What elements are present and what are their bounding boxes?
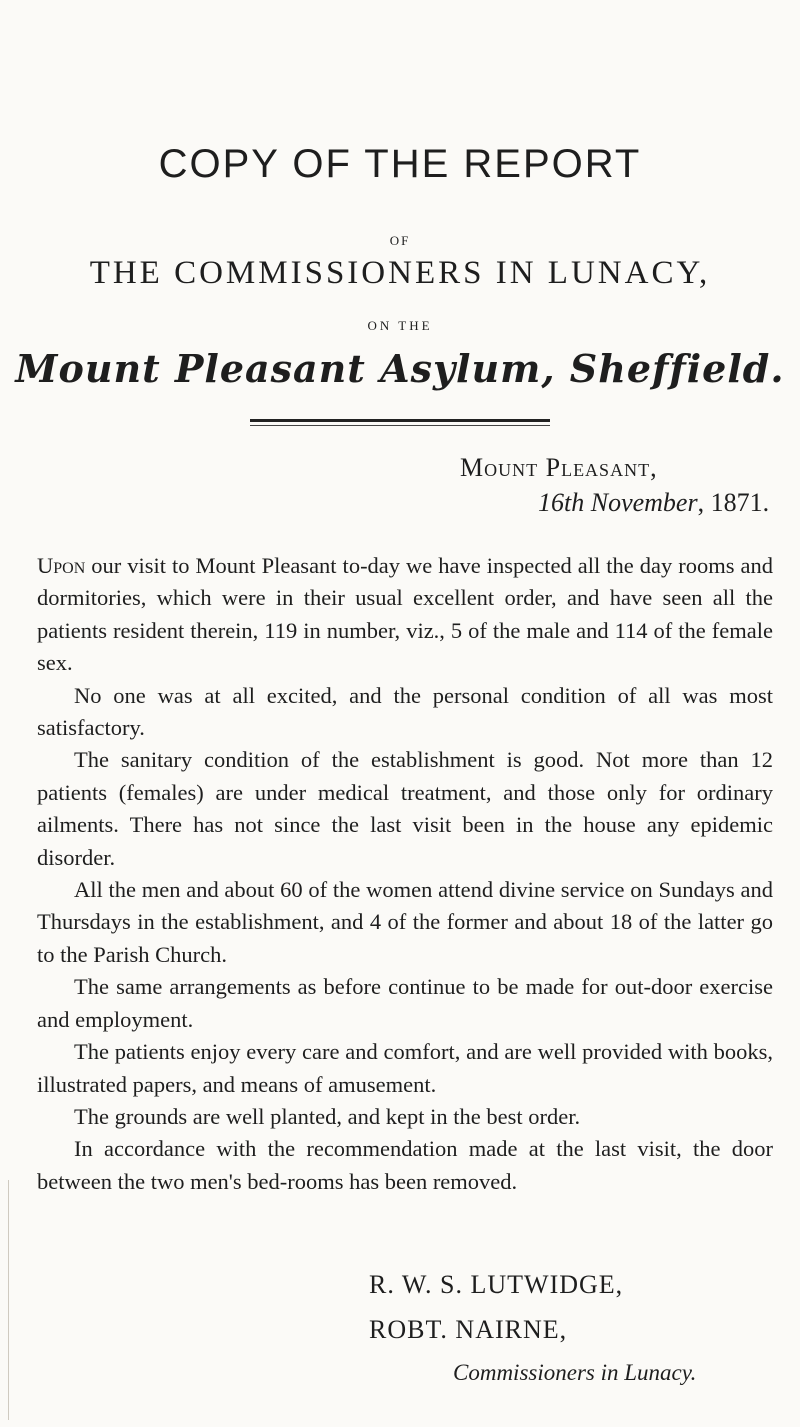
divider-thick <box>250 419 550 422</box>
paragraph-7: The grounds are well planted, and kept in the best order. <box>74 1103 581 1129</box>
dateline-place: Mount Pleasant, <box>460 453 658 482</box>
paragraph-1-lead: Upon <box>37 553 86 578</box>
report-body <box>37 550 773 1198</box>
commissioners-heading: THE COMMISSIONERS IN LUNACY, <box>89 255 711 291</box>
date-year: , 1871. <box>697 488 770 517</box>
dateline-date <box>538 488 769 518</box>
page-edge-mark <box>8 1180 9 1420</box>
paragraph-1 <box>37 550 773 680</box>
paragraph-2: No one was at all excited, and the personal condition of all was most satisfactory. <box>37 682 773 741</box>
signatory-2: ROBT. NAIRNE, <box>369 1315 568 1344</box>
paragraph-3: The sanitary condition of the establishment is good. Not more than 12 patients (females) are under medical treatment, and those only for ordinary ailments. There has not since the last visit been in the house any epidemic disorder. <box>37 747 773 870</box>
paragraph-1-text: our visit to Mount Pleasant to-day we have inspected all the day rooms and dormitories, which were in their usual excellent order, and have seen all the patients resident therein, 119 in number, viz., 5 of the male and 114 of the female sex. <box>37 553 773 676</box>
paragraph-8: In accordance with the recommendation made at the last visit, the door between the two men's bed-rooms has been removed. <box>37 1136 773 1194</box>
paragraph-6: The patients enjoy every care and comfort, and are well provided with books, illustrated papers, and means of amusement. <box>37 1039 773 1097</box>
signatory-role: Commissioners in Lunacy. <box>453 1360 697 1385</box>
report-title: COPY OF THE REPORT <box>158 142 642 186</box>
signatory-1: R. W. S. LUTWIDGE, <box>369 1270 624 1299</box>
of-line: OF <box>389 233 411 248</box>
paragraph-5: The same arrangements as before continue to be made for out-door exercise and employment. <box>37 974 773 1032</box>
on-the-line: ON THE <box>367 318 433 333</box>
asylum-heading: Mount Pleasant Asylum, Sheffield. <box>15 346 785 391</box>
divider-thin <box>250 425 550 426</box>
paragraph-4: All the men and about 60 of the women attend divine service on Sundays and Thursdays in the establishment, and 4 of the former and about 18 of the latter go to the Parish Church. <box>37 877 773 967</box>
date-day-month: 16th November <box>538 488 698 517</box>
